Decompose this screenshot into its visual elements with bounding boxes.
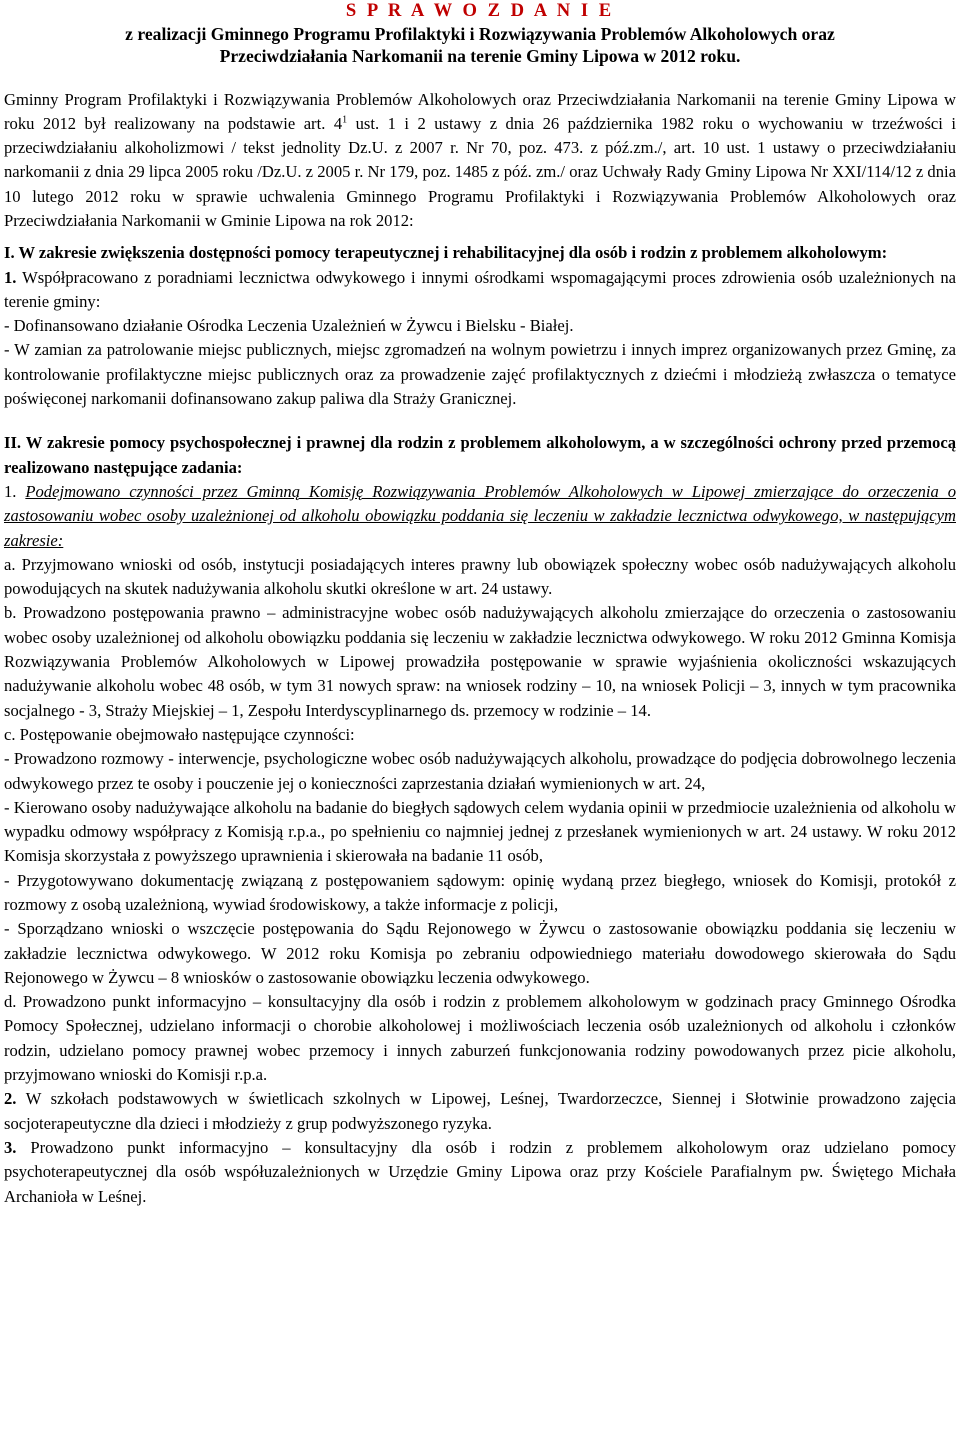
intro-text-a: Gminny Program Profilaktyki i Rozwiązywania Problemów Alkoholowych oraz Przeciwdziałania Narkomanii na terenie Gminy Lipowa w roku 2012 był realizowany na podstawie art. 4 [4, 89, 956, 133]
section1-item1-number: 1. [4, 267, 17, 287]
section2-point-c1: - Prowadzono rozmowy - interwencje, psychologiczne wobec osób nadużywających alkoholu, prowadzące do podjęcia dobrowolnego leczenia odwykowego przez te osoby i pouczenie jej o konieczności zaprzestania działań wymienionych w art. 24, [4, 749, 956, 793]
section2-item3-number: 3. [4, 1137, 17, 1157]
section2-item3-text: Prowadzono punkt informacyjno – konsultacyjny dla osób i rodzin z problemem alkoholowym oraz udzielano pomocy psychoterapeutycznej dla osób współuzależnionych w Urzędzie Gminy Lipowa oraz przy Kościele Parafialnym pw. Świętego Michała Archanioła w Leśnej. [4, 1137, 956, 1206]
section2-item3 [4, 1136, 956, 1209]
section2-item1 [4, 480, 956, 553]
section2-item2-text: W szkołach podstawowych w świetlicach szkolnych w Lipowej, Leśnej, Twardorzeczce, Siennej i Słotwinie prowadzono zajęcia socjoterapeutyczne dla dzieci i młodzieży z grup podwyższonego ryzyka. [4, 1089, 956, 1133]
section2-point-a: a. Przyjmowano wnioski od osób, instytucji posiadających interes prawny lub obowiązek społeczny wobec osób nadużywających alkoholu powodujących na skutek nadużywania alkoholu skutki określone w art. 24 ustawy. [4, 554, 956, 599]
section2-point-d: d. Prowadzono punkt informacyjno – konsultacyjny dla osób i rodzin z problemem alkoholowym w godzinach pracy Gminnego Ośrodka Pomocy Społecznej, udzielano informacji o chorobie alkoholowej i możliwościach leczenia osób uzależnionych od alkoholu i członków rodzin, udzielano pomocy prawnej wobec przemocy i innych zaburzeń funkcjonowania rodziny powodowanych przez picie alkoholu, przyjmowano wnioski do Komisji r.p.a. [4, 992, 956, 1085]
section2-point-c: c. Postępowanie obejmowało następujące czynności: [4, 724, 355, 744]
intro-text-b: ust. 1 i 2 ustawy z dnia 26 października 1982 roku o wychowaniu w trzeźwości i przeciwdziałaniu alkoholizmowi / tekst jednolity Dz.U. z 2007 r. Nr 70, poz. 473. z póź.zm./, art. 10 ust. 1 ustawy o przeciwdziałaniu narkomanii z dnia 29 lipca 2005 roku /Dz.U. z 2005 r. Nr 179, poz. 1485 z póź. zm./ oraz Uchwały Rady Gminy Lipowa Nr XXI/114/12 z dnia 10 lutego 2012 roku w sprawie uchwalenia Gminnego Programu Profilaktyki i Rozwiązywania Problemów Alkoholowych oraz Przeciwdziałania Narkomanii w Gminie Lipowa na rok 2012: [4, 113, 956, 230]
report-subtitle-line1: z realizacji Gminnego Programu Profilaktyki i Rozwiązywania Problemów Alkoholowych oraz [125, 23, 835, 44]
section2-heading: II. W zakresie pomocy psychospołecznej i prawnej dla rodzin z problemem alkoholowym, a w szczególności ochrony przed przemocą realizowano następujące zadania: [4, 433, 956, 477]
section2-item2 [4, 1087, 956, 1136]
report-subtitle-line2: Przeciwdziałania Narkomanii na terenie Gminy Lipowa w 2012 roku. [219, 46, 741, 66]
section1-heading: I. W zakresie zwiększenia dostępności pomocy terapeutycznej i rehabilitacyjnej dla osób i rodzin z problemem alkoholowym: [4, 243, 888, 263]
section1-bullet2: - W zamian za patrolowanie miejsc publicznych, miejsc zgromadzeń na wolnym powietrzu i innych imprez organizowanych przez Gminę, za kontrolowanie profilaktyczne miejsc publicznych oraz za prowadzenie zajęć profilaktycznych z dziećmi i młodzieżą zwłaszcza o tematyce poświęconej narkomanii dofinansowano zakup paliwa dla Straży Granicznej. [4, 340, 956, 409]
section2-point-c3: - Przygotowywano dokumentację związaną z postępowaniem sądowym: opinię wydaną przez biegłego, wniosek do Komisji, protokół z rozmowy z osobą uzależnioną, wywiad środowiskowy, a także informacje z policji, [4, 870, 956, 914]
section2-point-c4: - Sporządzano wnioski o wszczęcie postępowania do Sądu Rejonowego w Żywcu o zastosowanie obowiązku poddania się leczeniu w zakładzie lecznictwa odwykowego. W 2012 roku Komisja po zebraniu odpowiedniego materiału dowodowego skierowała do Sądu Rejonowego w Żywcu – 8 wniosków o zastosowanie obowiązku leczenia odwykowego. [4, 919, 956, 987]
section2-item1-text: Podejmowano czynności przez Gminną Komisję Rozwiązywania Problemów Alkoholowych w Lipowej zmierzające do orzeczenia o zastosowaniu wobec osoby uzależnionej od alkoholu obowiązku poddania się leczeniu w zakładzie lecznictwa odwykowego, w następującym zakresie: [4, 481, 956, 550]
intro-paragraph [4, 88, 956, 234]
section2-point-c2: - Kierowano osoby nadużywające alkoholu na badanie do biegłych sądowych celem wydania opinii w przedmiocie uzależnienia od alkoholu w wypadku odmowy współpracy z Komisją r.p.a., po spełnieniu co najmniej jednej z przesłanek wymienionych w art. 24 ustawy. W roku 2012 Komisja skorzystała z powyższego uprawnienia i skierowała na badanie 11 osób, [4, 797, 956, 866]
intro-superscript: 1 [342, 114, 348, 126]
report-header [4, 0, 956, 68]
section2-item1-number: 1. [4, 481, 17, 501]
section1-bullet1: - Dofinansowano działanie Ośrodka Leczenia Uzależnień w Żywcu i Bielsku - Białej. [4, 316, 574, 336]
section2-item2-number: 2. [4, 1089, 17, 1109]
section2-point-b: b. Prowadzono postępowania prawno – administracyjne wobec osób nadużywających alkoholu zmierzające do orzeczenia o zastosowaniu wobec osoby uzależnionej od alkoholu obowiązku poddania się leczeniu w zakładzie lecznictwa odwykowego. W roku 2012 Gminna Komisja Rozwiązywania Problemów Alkoholowych w Lipowej prowadziła postępowanie w sprawie wyjaśnienia okoliczności wskazujących nadużywanie alkoholu wobec 48 osób, w tym 31 nowych spraw: na wniosek rodziny – 10, na wniosek Policji – 3, innych w tym pracownika socjalnego - 3, Straży Miejskiej – 1, Zespołu Interdyscyplinarnego ds. przemocy w rodzinie – 14. [4, 603, 956, 720]
section1-item1 [4, 266, 956, 315]
section1-item1-text: Współpracowano z poradniami lecznictwa odwykowego i innymi ośrodkami wspomagającymi proces zdrowienia osób uzależnionych na terenie gminy: [4, 267, 956, 311]
report-title: S P R A W O Z D A N I E [345, 0, 615, 21]
